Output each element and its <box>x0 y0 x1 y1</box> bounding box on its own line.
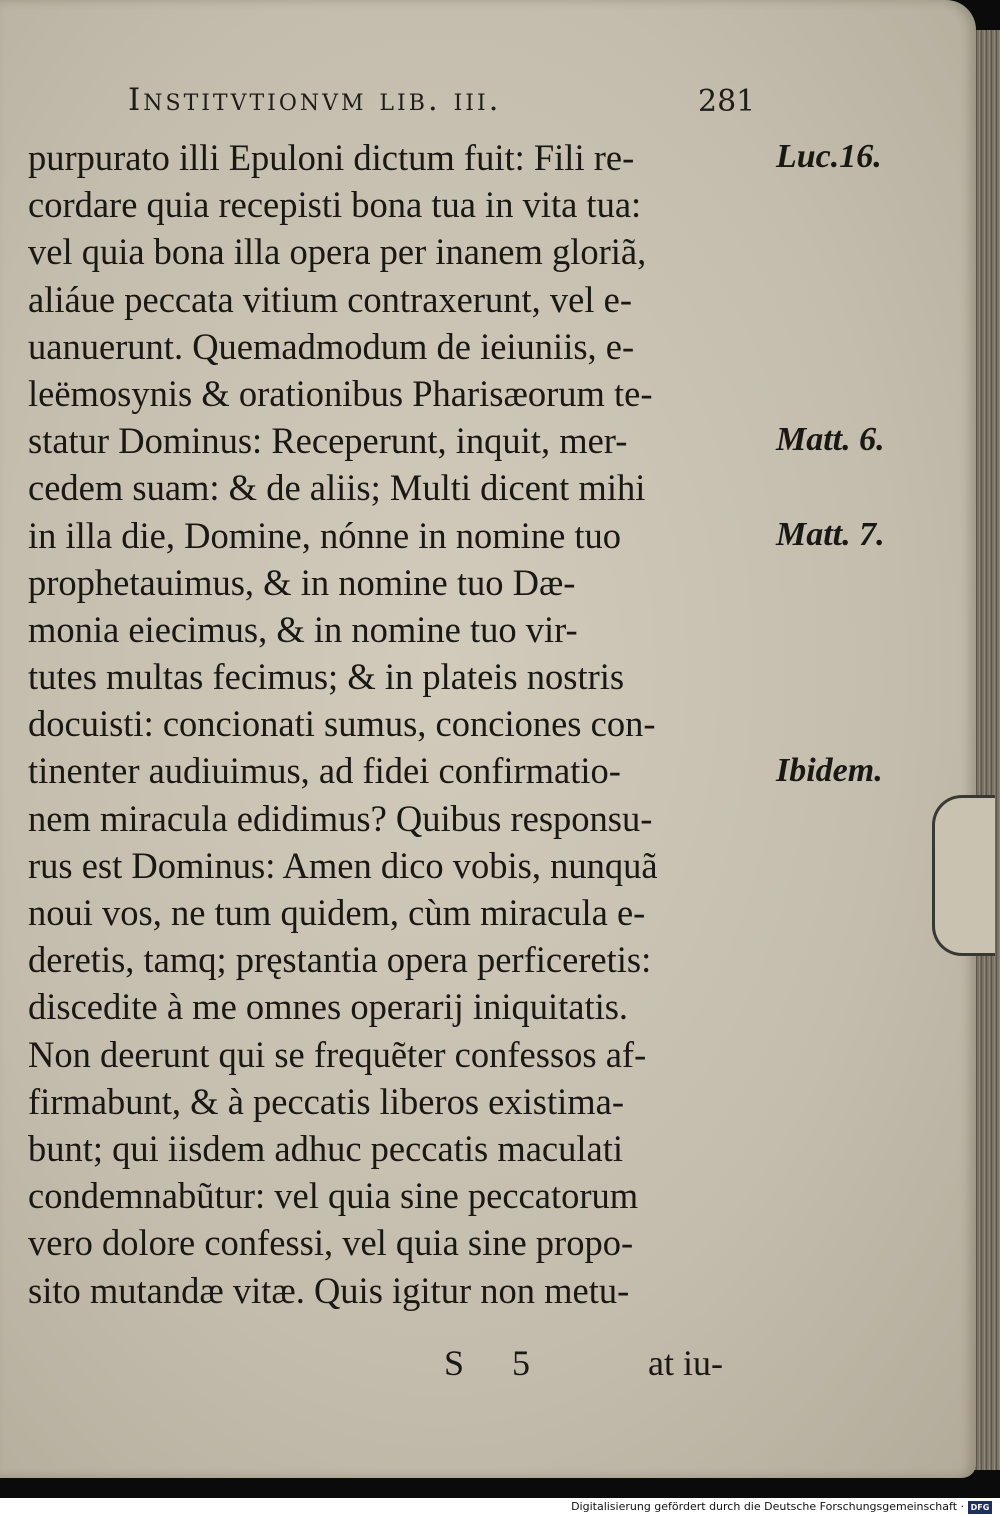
text-line: uanuerunt. Quemadmodum de ieiuniis, e- <box>28 325 635 367</box>
text-line: statur Dominus: Receperunt, inquit, mer- <box>28 420 628 462</box>
text-line: noui vos, ne tum quidem, cùm miracula e- <box>28 892 646 933</box>
text-line: vero dolore confessi, vel quia sine propo- <box>28 1222 634 1264</box>
text-line: docuisti: concionati sumus, conciones con- <box>28 703 656 745</box>
text-line: in illa die, Domine, nónne in nomine tuo <box>28 514 622 556</box>
text-line: tinenter audiuimus, ad fidei confirmatio- <box>28 750 621 792</box>
dfg-logo: DFG <box>968 1501 992 1514</box>
text-line: cordare quia recepisti bona tua in vita tua: <box>28 184 642 226</box>
text-line: firmabunt, & à peccatis liberos existima- <box>28 1080 624 1122</box>
text-line: purpurato illi Epuloni dictum fuit: Fili re- <box>28 137 635 178</box>
text-line: prophetauimus, & in nomine tuo Dæ- <box>28 561 576 603</box>
signature-number: 5 <box>512 1343 530 1383</box>
marginal-reference: Matt. 7. <box>776 515 885 553</box>
text-line: Non deerunt qui se frequẽter confessos af- <box>28 1033 647 1075</box>
text-line: cedem suam: & de aliis; Multi dicent mihi <box>28 467 646 509</box>
marginal-reference: Luc.16. <box>776 138 882 175</box>
text-line: deretis, tamq; pręstantia opera perficeretis: <box>28 939 652 981</box>
signature-mark: S <box>444 1343 465 1383</box>
running-head <box>128 76 768 126</box>
text-line: monia eiecimus, & in nomine tuo vir- <box>28 608 578 650</box>
text-line: aliáue peccata vitium contraxerunt, vel e- <box>28 278 632 320</box>
text-line: vel quia bona illa opera per inanem gloriã, <box>28 231 647 273</box>
text-line: condemnabũtur: vel quia sine peccatorum <box>28 1175 639 1217</box>
page-number: 281 <box>698 84 756 119</box>
catchword: at iu- <box>648 1343 723 1383</box>
text-line: tutes multas fecimus; & in plateis nostris <box>28 656 625 698</box>
text-line: rus est Dominus: Amen dico vobis, nunquã <box>28 844 658 886</box>
text-line: leëmosynis & orationibus Pharisæorum te- <box>28 372 653 414</box>
marginal-reference: Matt. 6. <box>776 421 885 459</box>
page-holder-clip <box>932 795 995 956</box>
text-line: discedite à me omnes operarij iniquitatis. <box>28 986 629 1028</box>
digitization-credit: Digitalisierung gefördert durch die Deutsche Forschungsgemeinschaft · <box>571 1500 964 1513</box>
text-line: nem miracula edidimus? Quibus responsu- <box>28 797 653 839</box>
body-text <box>28 134 768 1314</box>
running-head-title: Institvtionvm lib. iii. <box>128 82 502 118</box>
text-line: sito mutandæ vitæ. Quis igitur non metu- <box>28 1269 630 1311</box>
marginal-reference: Ibidem. <box>776 751 883 789</box>
text-line: bunt; qui iisdem adhuc peccatis maculati <box>28 1127 623 1169</box>
